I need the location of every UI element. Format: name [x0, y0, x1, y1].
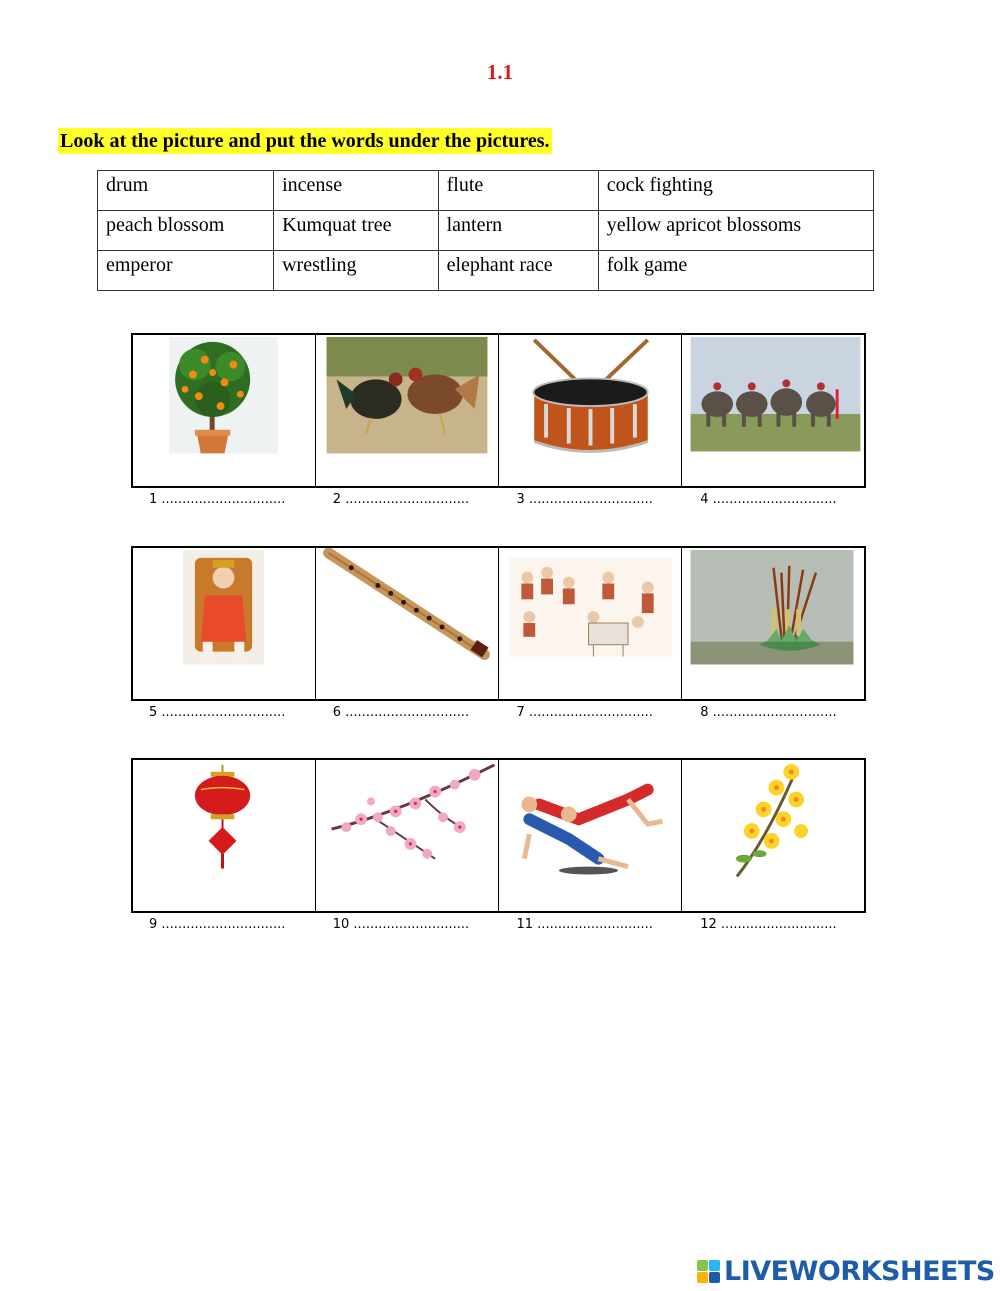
- answer-blank[interactable]: 10 ............................: [332, 917, 470, 932]
- answer-blank[interactable]: 8 ..............................: [700, 705, 837, 720]
- emperor-picture: [133, 548, 316, 699]
- drum-picture: [499, 335, 682, 486]
- word-cell: emperor: [98, 251, 274, 291]
- elephant-race-picture: [682, 335, 864, 486]
- answer-blank[interactable]: 9 ..............................: [149, 917, 286, 932]
- liveworksheets-logo: [697, 1256, 995, 1287]
- page-title: 1.1: [486, 60, 514, 84]
- table-row: [98, 211, 874, 251]
- word-cell: elephant race: [438, 251, 598, 291]
- word-cell: cock fighting: [598, 171, 873, 211]
- word-cell: Kumquat tree: [274, 211, 439, 251]
- logo-text: LIVEWORKSHEETS: [724, 1256, 995, 1287]
- picture-row-3: [131, 758, 866, 913]
- instruction-text: Look at the picture and put the words under the pictures.: [60, 130, 550, 152]
- answer-blank[interactable]: 1 ..............................: [149, 492, 286, 507]
- folk-game-picture: [499, 548, 682, 699]
- answer-blank[interactable]: 5 ..............................: [149, 705, 286, 720]
- kumquat-tree-picture: [133, 335, 316, 486]
- table-row: [98, 251, 874, 291]
- flute-picture: [316, 548, 499, 699]
- answer-blank[interactable]: 6 ..............................: [332, 705, 470, 720]
- answer-blank[interactable]: 11 ............................: [516, 917, 653, 932]
- lantern-picture: [133, 760, 316, 911]
- word-bank-table: [97, 170, 874, 291]
- answer-blank[interactable]: 12 ............................: [700, 917, 837, 932]
- word-cell: wrestling: [274, 251, 439, 291]
- cock-fighting-picture: [316, 335, 499, 486]
- answer-blank[interactable]: 7 ..............................: [516, 705, 653, 720]
- label-row-1: [131, 492, 866, 507]
- table-row: [98, 171, 874, 211]
- label-row-3: [131, 917, 866, 932]
- apricot-blossom-picture: [682, 760, 864, 911]
- word-cell: yellow apricot blossoms: [598, 211, 873, 251]
- word-cell: drum: [98, 171, 274, 211]
- label-row-2: [131, 705, 866, 720]
- answer-blank[interactable]: 3 ..............................: [516, 492, 653, 507]
- logo-blocks-icon: [697, 1260, 720, 1283]
- word-cell: peach blossom: [98, 211, 274, 251]
- picture-row-1: [131, 333, 866, 488]
- word-cell: folk game: [598, 251, 873, 291]
- word-cell: flute: [438, 171, 598, 211]
- word-cell: lantern: [438, 211, 598, 251]
- word-cell: incense: [274, 171, 439, 211]
- answer-blank[interactable]: 4 ..............................: [700, 492, 837, 507]
- answer-blank[interactable]: 2 ..............................: [332, 492, 470, 507]
- incense-picture: [682, 548, 864, 699]
- picture-row-2: [131, 546, 866, 701]
- peach-blossom-picture: [316, 760, 499, 911]
- wrestling-picture: [499, 760, 682, 911]
